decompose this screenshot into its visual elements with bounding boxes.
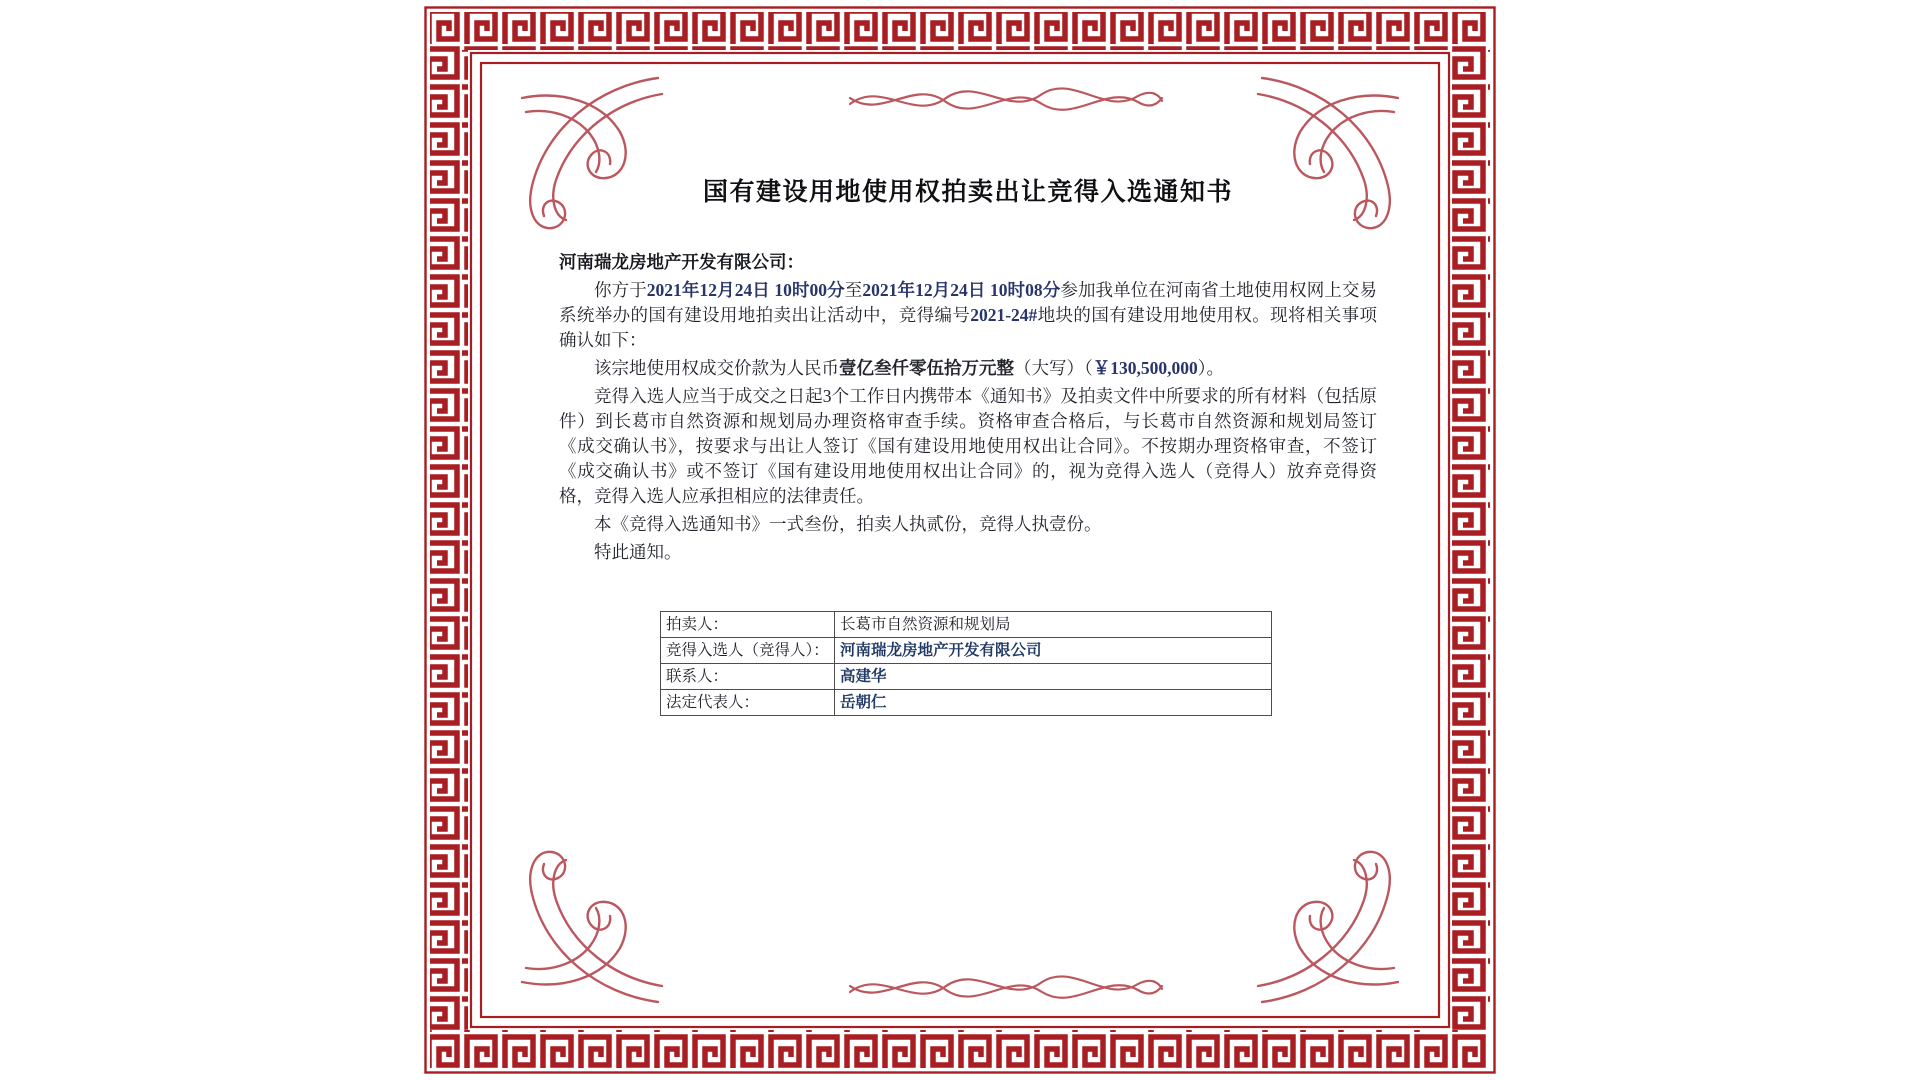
- certificate-page: [424, 6, 1496, 1074]
- paragraph-segment: ￥130,500,000: [1092, 358, 1198, 378]
- salutation: 河南瑞龙房地产开发有限公司：: [559, 252, 804, 272]
- meander-strip-bottom: [430, 1030, 1490, 1068]
- paragraph: [559, 384, 1377, 509]
- table-cell-value: 河南瑞龙房地产开发有限公司: [835, 638, 1272, 664]
- table-cell-value: 岳朝仁: [835, 690, 1272, 716]
- paragraph: [559, 512, 1377, 537]
- table-cell-value: 长葛市自然资源和规划局: [835, 612, 1272, 638]
- paragraph-segment: 该宗地使用权成交价款为人民币: [594, 358, 839, 378]
- meander-strip-right: [1452, 50, 1490, 1030]
- paragraph-segment: 2021年12月24日 10时00分: [646, 280, 845, 300]
- paragraph-segment: （大写）（: [1014, 358, 1093, 378]
- paragraph-segment: ）。: [1197, 358, 1224, 378]
- info-table: [660, 611, 1272, 716]
- paragraph-segment: 你方于: [594, 280, 647, 300]
- paragraph-segment: 竞得入选人应当于成交之日起3个工作日内携带本《通知书》及拍卖文件中所要求的所有材料（包括原件）到长葛市自然资源和规划局办理资格审查手续。资格审查合格后，与长葛市自然资源和规划局签订《成交确认书》，按要求与出让人签订《国有建设用地使用权出让合同》。不按期办理资格审查，不签订《成交确认书》或不签订《国有建设用地使用权出让合同》的，视为竞得入选人（竞得人）放弃竞得资格，竞得入选人应承担相应的法律责任。: [559, 386, 1377, 506]
- table-cell-label: 法定代表人：: [661, 690, 835, 716]
- table-row: [661, 612, 1272, 638]
- table-row: [661, 690, 1272, 716]
- table-cell-label: 拍卖人：: [661, 612, 835, 638]
- document-content: [559, 176, 1377, 716]
- paragraph-segment: 地块的国有建设用地使用权。现将相关事项确认如下：: [559, 305, 1377, 350]
- table-cell-label: 联系人：: [661, 664, 835, 690]
- paragraph-segment: 特此通知。: [594, 542, 682, 562]
- paragraph-segment: 2021-24#: [970, 305, 1038, 325]
- meander-strip-top: [430, 12, 1490, 50]
- paragraph-segment: 本《竞得入选通知书》一式叁份，拍卖人执贰份，竞得人执壹份。: [594, 514, 1102, 534]
- paragraph-segment: 参加我单位在河南省土地使用权网上交易系统举办的国有建设用地拍卖出让活动中，竞得编号: [559, 280, 1378, 325]
- paragraph-segment: 壹亿叁仟零伍拾万元整: [839, 358, 1014, 378]
- body-paragraphs: [559, 278, 1377, 565]
- paragraph: [559, 278, 1377, 353]
- table-row: [661, 638, 1272, 664]
- paragraph-segment: 2021年12月24日 10时08分: [862, 280, 1061, 300]
- table-row: [661, 664, 1272, 690]
- table-cell-value: 高建华: [835, 664, 1272, 690]
- meander-strip-left: [430, 50, 468, 1030]
- paragraph-segment: 至: [844, 280, 863, 300]
- document-title: 国有建设用地使用权拍卖出让竞得入选通知书: [702, 179, 1233, 206]
- paragraph: [559, 540, 1377, 565]
- table-cell-label: 竞得入选人（竞得人）：: [661, 638, 835, 664]
- paragraph: [559, 356, 1377, 381]
